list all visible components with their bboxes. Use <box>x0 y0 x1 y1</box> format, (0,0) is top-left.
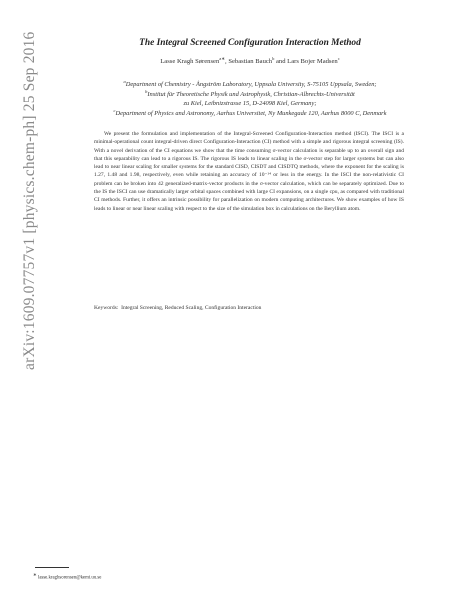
author-mark: a∗ <box>219 55 226 61</box>
affiliations <box>40 80 460 118</box>
author-separator: and <box>274 58 288 65</box>
footnote <box>33 572 102 581</box>
affiliation-text: Institut für Theoretische Physik und Astrophysik, Christian-Albrechts-Universität <box>147 90 355 98</box>
keywords <box>94 305 404 311</box>
affiliation-text: Department of Physics and Astronomy, Aarhus Universitet, Ny Munkegade 120, Aarhus 8000 C, Denmark <box>115 109 387 117</box>
author-mark: b <box>272 55 275 61</box>
affiliation-text: zu Kiel, Leibnizstrasse 15, D-24098 Kiel, Germany; <box>183 100 317 108</box>
affiliation-mark: c <box>113 107 116 113</box>
affiliation-line <box>40 99 460 109</box>
author-name: Lasse Kragh Sørensen <box>160 58 220 65</box>
affiliation-line <box>40 109 460 119</box>
paper-title: The Integral Screened Configuration Interaction Method <box>139 38 361 48</box>
abstract-text: We present the formulation and implementation of the Integral-Screened Configuration-Interaction method (ISCI). The ISCI is a minimal-operational count integral-driven direct Configuration-Interaction (CI) method with a simple and rigorous integral screening (IS). With a novel derivation of the CI equations we show that the time consuming σ-vector calculation is separable up to an overall sign and that this separability can lead to a rigorous IS. The rigorous IS leads to linear scaling in the σ-vector step for larger systems but can also lead to near linear scaling for smaller systems for the standard CISD, CISDT and CISDTQ methods, where the exponent for the scaling is 1.27, 1.48 and 1.98, respectively, even while retaining an accuracy of 10⁻¹⁴ or less in the energy. In the ISCI the non-relativistic CI problem can be broken into 42 generalized-matrix-vector products in the σ-vector calculation, which can be separately optimized. Due to the IS the ISCI can use dramatically larger orbital spaces combined with large CI expansions, on a single cpu, as compared with traditional CI methods. Further, it offers an intrinsic possibility for parallelization on modern computing architectures. We show examples of how IS leads to linear or near linear scaling with respect to the size of the simulation box in calculations on the Beryllium atom. <box>94 131 404 212</box>
abstract <box>94 130 404 213</box>
keywords-text: Integral Screening, Reduced Scaling, Configuration Interaction <box>121 305 262 311</box>
affiliation-text: Department of Chemistry - Ångström Laboratory, Uppsala University, S-75105 Uppsala, Sweden; <box>125 81 377 88</box>
arxiv-identifier: arXiv:1609.07757v1 [physics.chem-ph] 25 Sep 2016 <box>21 31 38 370</box>
author-name: Lars Bojer Madsen <box>287 58 338 65</box>
keywords-label: Keywords: <box>94 305 119 311</box>
author-name: Sebastian Bauch <box>228 58 273 65</box>
author-list <box>60 55 440 65</box>
affiliation-line <box>40 90 460 100</box>
affiliation-line <box>40 80 460 90</box>
footnote-mark: ∗ <box>33 572 37 577</box>
affiliation-mark: a <box>123 78 126 84</box>
footnote-rule <box>35 567 69 568</box>
corresponding-email[interactable]: lasse.kraghsorensen@kemi.uu.se <box>37 575 102 581</box>
affiliation-mark: b <box>145 88 148 94</box>
author-separator: , <box>225 58 229 65</box>
author-mark: c <box>337 55 340 61</box>
